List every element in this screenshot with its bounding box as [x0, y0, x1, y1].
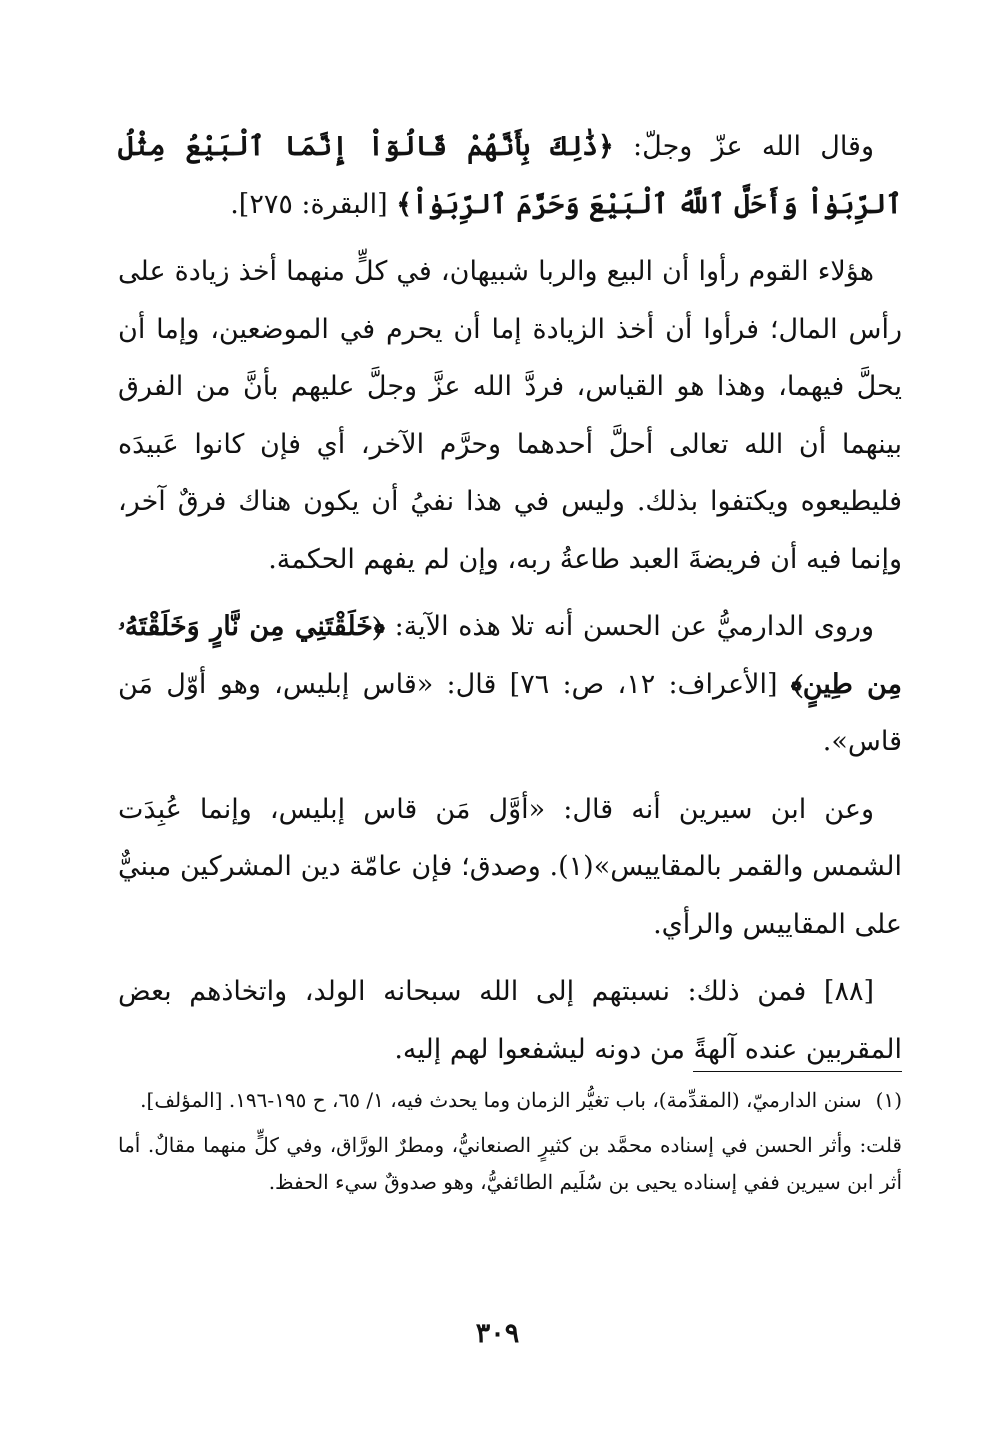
paragraph-intro: وقال الله عزّ وجلّ:: [613, 131, 874, 162]
footnote-separator: [693, 1071, 902, 1072]
main-text: [118, 118, 902, 1088]
quran-reference: [البقرة: ٢٧٥].: [230, 188, 397, 220]
quran-reference: [الأعراف: ١٢، ص: ٧٦] قال: «قاس إبليس، وهو أوّل مَن قاس».: [118, 668, 902, 757]
paragraph-darimi-narration: [118, 598, 902, 771]
footnote-text: قلت: وأثر الحسن في إسناده محمَّد بن كثيرٍ الصنعانيُّ، ومطرٌ الورَّاق، وفي كلٍّ منهما مقالٌ. أما أثر ابن سيرين ففي إسناده يحيى بن سُلَيم الطائفيُّ، وهو صدوقٌ سيء الحفظ.: [118, 1133, 902, 1194]
footnote-text: سنن الدارميّ، (المقدِّمة)، باب تغيُّر الزمان وما يحدث فيه، ١/ ٦٥، ح ١٩٥-١٩٦. [المؤلف].: [140, 1088, 862, 1112]
footnote-item: [118, 1082, 902, 1119]
quran-quote: ﴿ذَٰلِكَ بِأَنَّهُمْ قَالُوٓاْ إِنَّمَا ٱلْبَيْعُ مِثْلُ ٱلرِّبَوٰاْ وَأَحَلَّ ٱللَّهُ ٱلْبَيْعَ وَحَرَّمَ ٱلرِّبَوٰاْ﴾: [118, 131, 902, 220]
page-number: ٣٠٩: [475, 1318, 520, 1349]
footnote-item: [118, 1127, 902, 1201]
paragraph-commentary: [118, 243, 902, 588]
footnote-number: (١): [875, 1088, 902, 1112]
paragraph-ibn-sirin: [118, 781, 902, 954]
paragraph-text: وعن ابن سيرين أنه قال: «أوَّل مَن قاس إبليس، وإنما عُبِدَت الشمس والقمر بالمقاييس»(١). وصدق؛ فإن عامّة دين المشركين مبنيٌّ على المقاييس والرأي.: [118, 793, 902, 940]
paragraph-section-88: [118, 963, 902, 1078]
paragraph-text: هؤلاء القوم رأوا أن البيع والربا شبيهان، في كلٍّ منهما أخذ زيادة على رأس المال؛ فرأوا أن أخذ الزيادة إما أن يحرم في الموضعين، وإما أن يحلَّ فيهما، وهذا هو القياس، فردَّ الله عزَّ وجلَّ عليهم بأنَّ من الفرق بينهما أن الله تعالى أحلَّ أحدهما وحرَّم الآخر، أي فإن كانوا عَبيدَه فليطيعوه ويكتفوا بذلك. وليس في هذا نفيُ أن يكون هناك فرقٌ آخر، وإنما فيه أن فريضةَ العبد طاعةُ ربه، وإن لم يفهم الحكمة.: [118, 256, 902, 575]
paragraph-quran-baqara: [118, 118, 902, 233]
paragraph-text: [٨٨] فمن ذلك: نسبتهم إلى الله سبحانه الولد، واتخاذهم بعض المقربين عنده آلهةً من دونه ليشفعوا لهم إليه.: [118, 976, 902, 1065]
paragraph-intro: وروى الدارميُّ عن الحسن أنه تلا هذه الآية:: [384, 611, 874, 642]
quran-quote: ﴿خَلَقْتَنِي مِن نَّارٍ وَخَلَقْتَهُۥ مِن طِينٍ﴾: [118, 611, 902, 700]
footnotes: [118, 1082, 902, 1209]
